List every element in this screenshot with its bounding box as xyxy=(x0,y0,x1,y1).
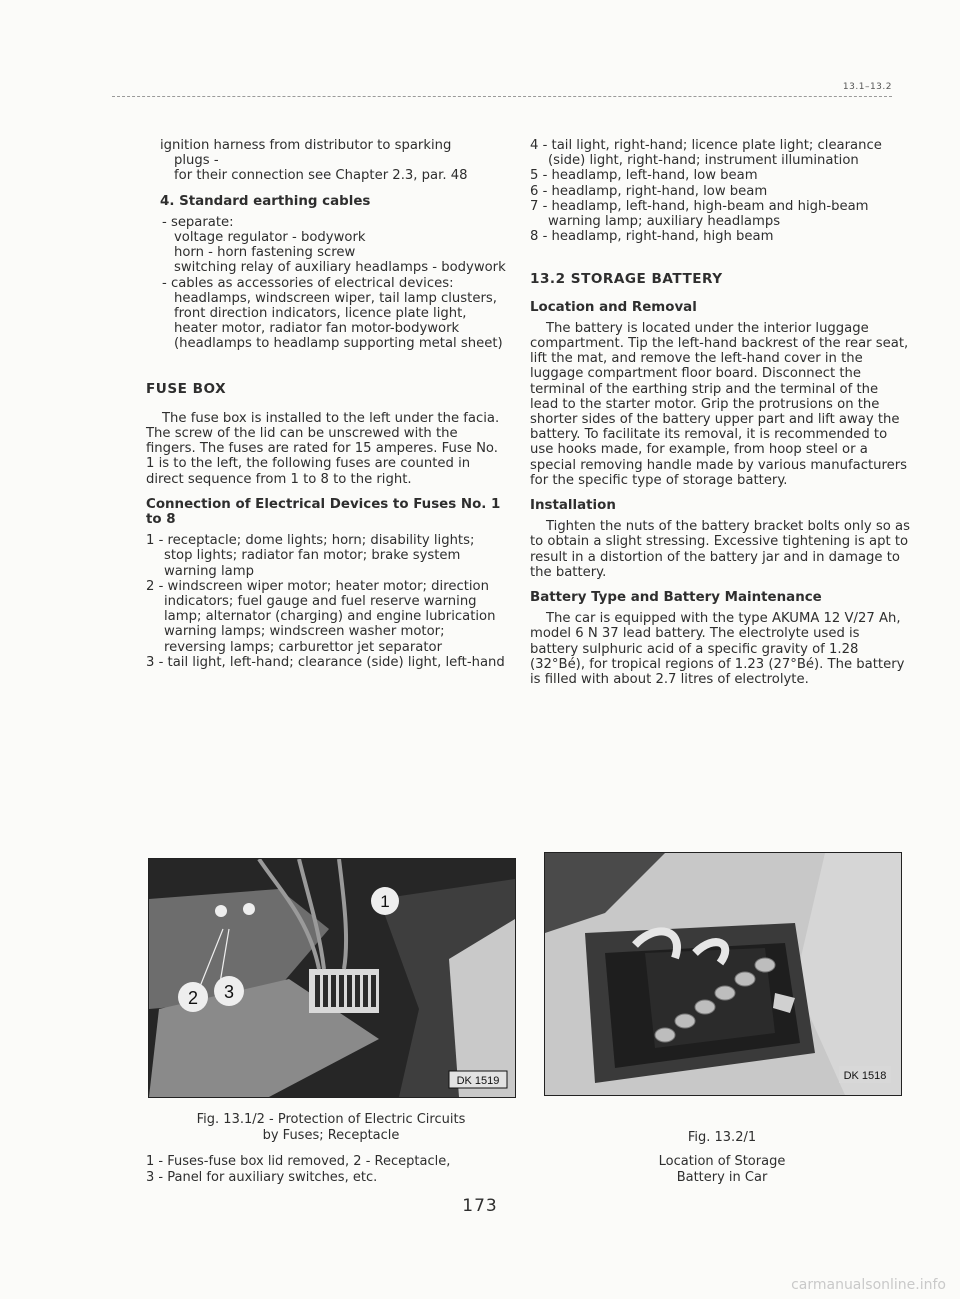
fig-caption-right xyxy=(544,1130,900,1186)
watermark: carmanualsonline.info xyxy=(791,1277,946,1293)
left-column xyxy=(146,138,506,670)
fuse-item: 2 - windscreen wiper motor; heater motor; direction indicators; fuel gauge and fuel reserve warning lamp; alternator (charging) and engine lubrication warning lamps; windscreen washer motor; reversing lamps; carburettor jet separator xyxy=(146,578,496,655)
fuse-item: 8 - headlamp, right-hand, high beam xyxy=(530,229,774,245)
fig-legend-line: 1 - Fuses-fuse box lid removed, 2 - Receptacle, xyxy=(146,1154,451,1169)
connection-heading: Connection of Electrical Devices to Fuses No. 1 to 8 xyxy=(146,496,501,528)
location-text: The battery is located under the interior luggage compartment. Tip the left-hand backrest of the rear seat, lift the mat, and remove the left-hand cover in the luggage compartment floor board. Disconnect the terminal of the earthing strip and the terminal of the lead to the starter motor. Grip the protrusions on the shorter sides of the battery upper part and lift away the battery. To facilitate its removal, it is recommended to use hooks made, for example, from hoop steel or a special removing handle made by various manufacturers for the specific type of storage battery. xyxy=(530,320,909,488)
accessories-text: - cables as accessories of electrical devices: headlamps, windscreen wiper, tail lamp clusters, front direction indicators, licence plate light, heater motor, radiator fan motor-bodywork (headlamps to headlamp supporting metal sheet) xyxy=(162,275,503,352)
separate-item: voltage regulator - bodywork xyxy=(174,230,366,246)
section-title: 13.2 STORAGE BATTERY xyxy=(530,271,723,288)
location-heading: Location and Removal xyxy=(530,299,697,315)
fig-legend-line: 3 - Panel for auxiliary switches, etc. xyxy=(146,1170,378,1185)
fuse-item: 1 - receptacle; dome lights; horn; disability lights; stop lights; radiator fan motor; brake system warning lamp xyxy=(146,533,475,579)
fig-caption-left xyxy=(148,1112,514,1144)
fuse-box-text: The fuse box is installed to the left under the facia. The screw of the lid can be unscrewed with the fingers. The fuses are rated for 15 amperes. Fuse No. 1 is to the left, the following fuses are counted in direct sequence from 1 to 8 to the right. xyxy=(146,410,500,487)
fig-legend-left xyxy=(146,1154,516,1186)
header-rule xyxy=(112,96,892,97)
ignition-line-2: plugs - xyxy=(174,153,219,169)
fig-caption-line: Fig. 13.1/2 - Protection of Electric Circuits xyxy=(196,1112,466,1127)
fuse-item: 5 - headlamp, left-hand, low beam xyxy=(530,168,758,184)
fuse-box-heading: FUSE BOX xyxy=(146,380,227,397)
fig-caption-line: Battery in Car xyxy=(676,1170,768,1185)
photo-label-3: 3 xyxy=(223,982,235,1002)
photo-label-2: 2 xyxy=(187,988,199,1008)
battery-type-text: The car is equipped with the type AKUMA 12 V/27 Ah, model 6 N 37 lead battery. The electrolyte used is battery sulphuric acid of a specific gravity of 1.28 (32°Bé), for tropical regions of 1.23 (27°Bé). The battery is filled with about 2.7 litres of electrolyte. xyxy=(530,611,905,688)
photo-code: DK 1519 xyxy=(456,1075,500,1087)
page-number: 173 xyxy=(462,1196,498,1216)
fig-label: Fig. 13.2/1 xyxy=(687,1130,757,1145)
fuse-item: 6 - headlamp, right-hand, low beam xyxy=(530,183,768,199)
photo-label-1: 1 xyxy=(380,892,390,911)
ignition-line-3: for their connection see Chapter 2.3, par. 48 xyxy=(174,168,468,184)
earthing-heading: 4. Standard earthing cables xyxy=(160,193,371,209)
fig-caption-line: Location of Storage xyxy=(658,1154,786,1169)
fuse-box-photo xyxy=(148,858,516,1098)
right-column xyxy=(530,138,910,693)
separate-item: switching relay of auxiliary headlamps - bodywork xyxy=(174,260,506,276)
ignition-line-1: ignition harness from distributor to sparking xyxy=(160,138,452,153)
installation-heading: Installation xyxy=(530,498,616,514)
battery-photo xyxy=(544,852,902,1096)
fig-caption-line: by Fuses; Receptacle xyxy=(262,1128,400,1143)
section-reference: 13.1–13.2 xyxy=(842,82,892,92)
battery-type-heading: Battery Type and Battery Maintenance xyxy=(530,590,822,606)
separate-label: - separate: xyxy=(162,214,234,230)
fuse-item: 3 - tail light, left-hand; clearance (side) light, left-hand xyxy=(146,654,505,670)
fuse-item: 7 - headlamp, left-hand, high-beam and high-beam warning lamp; auxiliary headlamps xyxy=(530,198,869,230)
separate-item: horn - horn fastening screw xyxy=(174,245,356,261)
fuse-item: 4 - tail light, right-hand; licence plate light; clearance (side) light, right-hand; instrument illumination xyxy=(530,138,882,169)
installation-text: Tighten the nuts of the battery bracket bolts only so as to obtain a slight stressing. Excessive tightening is apt to result in a distortion of the battery jar and in damage to the battery. xyxy=(530,519,910,580)
photo-code: DK 1518 xyxy=(843,1070,887,1082)
